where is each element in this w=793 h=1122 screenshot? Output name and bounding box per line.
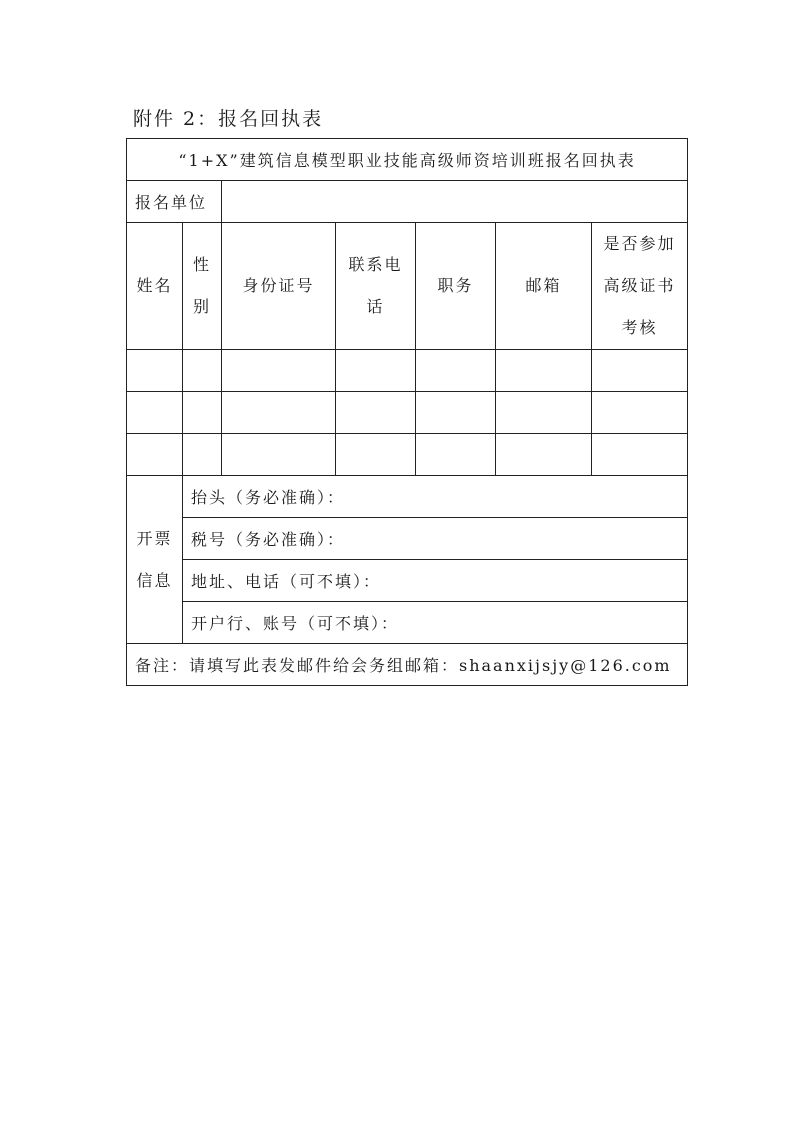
cell-email[interactable] [496,392,592,434]
col-header-phone: 联系电 话 [336,223,416,350]
registration-form-table [126,138,688,686]
form-title: “1+X”建筑信息模型职业技能高级师资培训班报名回执表 [127,139,688,181]
cell-id-number[interactable] [222,434,336,476]
col-header-position: 职务 [416,223,496,350]
invoice-tax-id-field[interactable]: 税号（务必准确）： [183,518,688,560]
table-row [127,434,688,476]
col-header-email: 邮箱 [496,223,592,350]
invoice-label: 开票 信息 [127,476,183,644]
remark-text: 备注：请填写此表发邮件给会务组邮箱：shaanxijsjy@126.com [127,644,688,686]
cell-name[interactable] [127,392,183,434]
table-row [127,350,688,392]
cell-exam[interactable] [592,434,688,476]
invoice-row [127,476,688,518]
cell-position[interactable] [416,434,496,476]
invoice-row [127,518,688,560]
invoice-title-field[interactable]: 抬头（务必准确）： [183,476,688,518]
cell-id-number[interactable] [222,350,336,392]
cell-gender[interactable] [183,392,222,434]
col-header-gender: 性 别 [183,223,222,350]
cell-id-number[interactable] [222,392,336,434]
remark-row [127,644,688,686]
cell-name[interactable] [127,434,183,476]
col-header-name: 姓名 [127,223,183,350]
cell-email[interactable] [496,350,592,392]
unit-row [127,181,688,223]
invoice-row [127,602,688,644]
cell-gender[interactable] [183,434,222,476]
invoice-row [127,560,688,602]
cell-email[interactable] [496,434,592,476]
form-title-row [127,139,688,181]
invoice-address-phone-field[interactable]: 地址、电话（可不填）： [183,560,688,602]
cell-name[interactable] [127,350,183,392]
cell-phone[interactable] [336,350,416,392]
col-header-exam: 是否参加 高级证书 考核 [592,223,688,350]
cell-phone[interactable] [336,392,416,434]
header-row [127,223,688,350]
table-row [127,392,688,434]
cell-exam[interactable] [592,350,688,392]
attachment-title: 附件 2：报名回执表 [133,108,324,130]
col-header-id-number: 身份证号 [222,223,336,350]
unit-label: 报名单位 [127,181,222,223]
cell-exam[interactable] [592,392,688,434]
invoice-bank-account-field[interactable]: 开户行、账号（可不填）： [183,602,688,644]
unit-field[interactable] [222,181,688,223]
cell-position[interactable] [416,392,496,434]
cell-position[interactable] [416,350,496,392]
cell-gender[interactable] [183,350,222,392]
cell-phone[interactable] [336,434,416,476]
